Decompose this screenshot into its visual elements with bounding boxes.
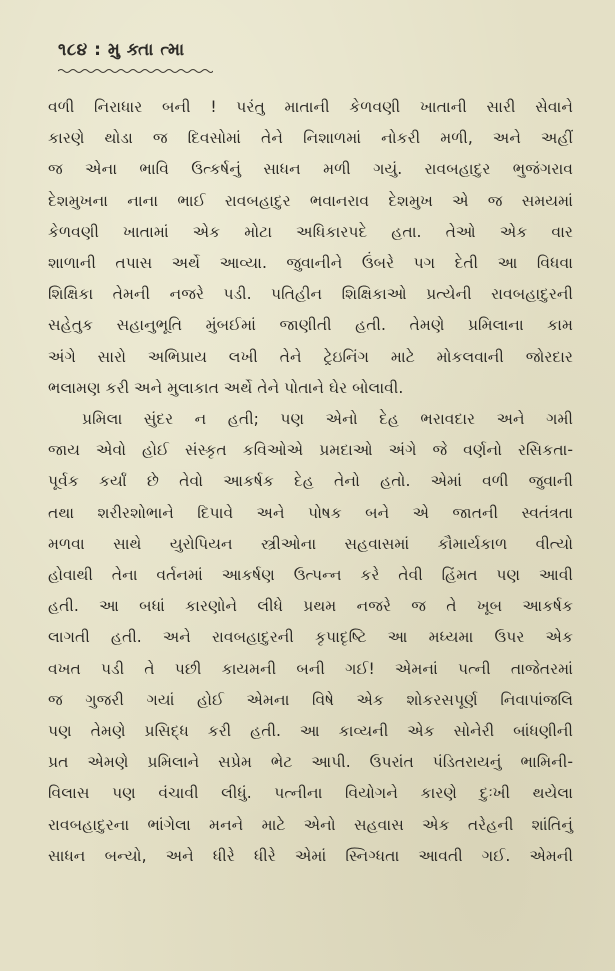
text-line: દેશમુખના નાના ભાઈ રાવબહાદુર ભવાનરાવ દેશમુખ એ જ સમયમાં [48, 191, 573, 210]
text-line: જાય એવો હોઈ સંસ્કૃત કવિઓએ પ્રમદાઓ અંગે જે વર્ણનો રસિકતા- [48, 441, 573, 460]
text-line: પૂર્વક કર્યાં છે તેવો આકર્ષક દેહ તેનો હતો. એમાં વળી જુવાની [48, 472, 573, 491]
text-line: વિલાસ પણ વંચાવી લીધું. પત્નીના વિયોગને કારણે દુઃખી થયેલા [48, 784, 573, 803]
text-line: કારણે થોડા જ દિવસોમાં તેને નિશાળમાં નોકરી મળી, અને અહીં [48, 129, 573, 148]
text-line: હતી. આ બધાં કારણોને લીધે પ્રથમ નજરે જ તે ખૂબ આકર્ષક [48, 597, 573, 616]
text-line: તથા શરીરશોભાને દિપાવે અને પોષક બને એ જાતની સ્વતંત્રતા [48, 503, 573, 522]
text-line: લાગતી હતી. અને રાવબહાદુરની કૃપાદૃષ્ટિ આ મધ્યમા ઉપર એક [48, 628, 573, 647]
text-line: રાવબહાદુરના ભાંગેલા મનને માટે એનો સહવાસ એક તરેહની શાંતિનું [48, 815, 573, 834]
page-header [58, 40, 185, 60]
text-line: કેળવણી ખાતામાં એક મોટા અધિકારપદે હતા. તેઓ એક વાર [48, 222, 573, 241]
text-line: જ ગુજરી ગયાં હોઈ એમના વિષે એક શોકરસપૂર્ણ નિવાપાંજલિ [48, 690, 573, 709]
paragraph-2 [48, 404, 573, 872]
text-line: પણ તેમણે પ્રસિદ્ધ કરી હતી. આ કાવ્યની એક સોનેરી બાંધણીની [48, 722, 573, 741]
text-line: હોવાથી તેના વર્તનમાં આકર્ષણ ઉત્પન્ન કરે તેવી હિંમત પણ આવી [48, 566, 573, 585]
text-line: પ્રમિલા સુંદર ન હતી; પણ એનો દેહ ભરાવદાર અને ગમી [82, 410, 573, 429]
text-line: સાધન બન્યો, અને ધીરે ધીરે એમાં સ્નિગ્ધતા આવતી ગઈ. એમની [48, 846, 573, 865]
body-text [48, 92, 573, 872]
text-line: વખત પડી તે પછી કાયમની બની ગઈ! એમનાં પત્ની તાજેતરમાં [48, 659, 573, 678]
text-line: અંગે સારો અભિપ્રાય લખી તેને ટ્રેઇનિંગ માટે મોકલવાની જોરદાર [48, 347, 573, 366]
wavy-line [58, 70, 213, 73]
text-line: શિક્ષિકા તેમની નજરે પડી. પતિહીન શિક્ષિકાઓ પ્રત્યેની રાવબહાદુરની [48, 285, 573, 304]
text-line: મળવા સાથે યુરોપિયન સ્ત્રીઓના સહવાસમાં કૌમાર્યકાળ વીત્યો [48, 534, 573, 553]
text-line: ભલામણ કરી અને મુલાકાત અર્થે તેને પોતાને ઘેર બોલાવી. [48, 378, 404, 397]
text-line: જ એના ભાવિ ઉત્કર્ષનું સાધન મળી ગયું. રાવબહાદુર ભુજંગરાવ [48, 160, 573, 179]
paragraph-1 [48, 92, 573, 404]
text-line: શાળાની તપાસ અર્થે આવ્યા. જુવાનીને ઉંબરે પગ દેતી આ વિધવા [48, 254, 573, 273]
text-line: વળી નિરાધાર બની ! પરંતુ માતાની કેળવણી ખાતાની સારી સેવાને [48, 98, 573, 116]
header-wavy-underline [58, 68, 213, 74]
page-number-and-title: ૧૮૪ : મુ ક્તા ત્મા [58, 40, 185, 60]
text-line: સહેતુક સહાનુભૂતિ મુંબઈમાં જાણીતી હતી. તેમણે પ્રમિલાના કામ [48, 316, 573, 335]
text-line: પ્રત એમણે પ્રમિલાને સપ્રેમ ભેટ આપી. ઉપરાંત પંડિતરાયનું ભામિની- [48, 753, 573, 772]
